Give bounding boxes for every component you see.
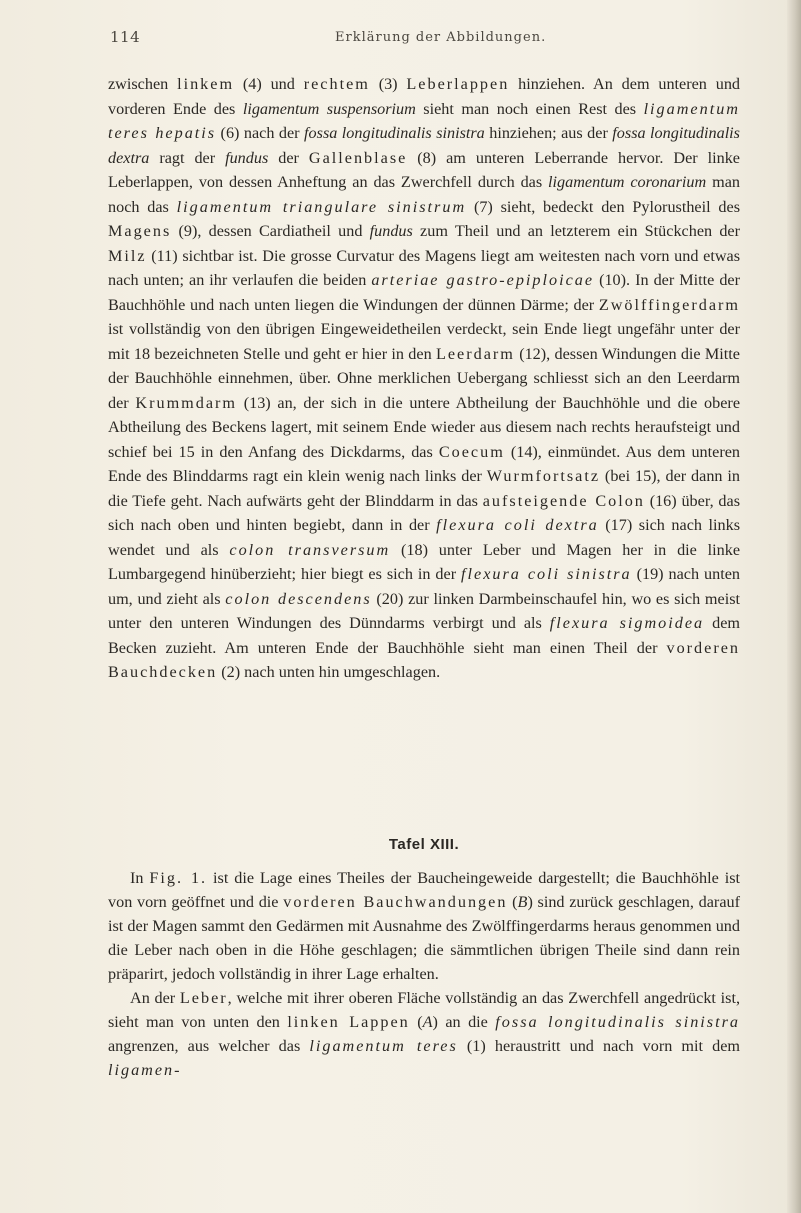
latin-term: flexura coli dextra (436, 516, 599, 534)
page-edge (787, 0, 801, 1213)
page-header (110, 28, 710, 52)
text-run: hinziehen; aus der (484, 124, 613, 142)
figure-ref: Fig. 1. (149, 869, 208, 887)
paragraph-liver-intestines (108, 72, 740, 685)
text-run: (6) nach der (216, 124, 305, 142)
text-run: zwischen (108, 75, 178, 93)
paragraph-3 (108, 986, 740, 1082)
latin-term: fossa longitudinalis sinistra (495, 1013, 740, 1031)
text-run: , welche mit ihrer oberen Fläche vollständig an das Zwerchfell angedrückt ist, sieht man von unten den (108, 989, 740, 1031)
text-run: (4) und (234, 75, 304, 93)
text-run: (10). In der Mitte der Bauchhöhle und nach unten liegen die Windungen der dünnen Därme; der (108, 271, 740, 314)
text-run: (12), dessen Windungen die Mitte der Bauchhöhle einnehmen, über. Ohne merklichen Uebergang schliesst sich an den Leerdarm der (108, 344, 740, 412)
text-run: (18) unter Leber und Magen her in die linke Lumbargegend hinüberzieht; hier biegt es sich in der (108, 540, 741, 583)
label-letter: A (422, 1013, 433, 1031)
text-run: ) an die (432, 1013, 496, 1031)
text-run: (3) (369, 75, 407, 93)
latin-term: ligamen- (108, 1061, 182, 1079)
text-run: man noch das (108, 173, 740, 216)
text-run: zum Theil und an letzterem ein Stückchen der (412, 222, 740, 240)
latin-term: flexura sigmoidea (549, 614, 705, 632)
text-run: ) sind zurück geschlagen, darauf ist der Magen sammt den Gedärmen mit Ausnahme des Zwölffingerdarms heraus genommen und die Leber nach oben in die Höhe geschlagen; die sämmtlichen übrigen Theile sind dann rein präparirt, jedoch vollständig in ihrer Lage erhalten. (108, 893, 740, 983)
spaced-term: vorderen Bauchwandungen (283, 893, 508, 911)
text-run: der (268, 148, 309, 167)
text-run: (16) über, das sich nach oben und hinten begiebt, dann in der (108, 491, 740, 534)
text-run: An der (130, 989, 180, 1007)
page-number: 114 (110, 28, 141, 46)
text-run: (14), einmündet. Aus dem unteren Ende des Blinddarms ragt ein klein wenig nach links der (108, 442, 740, 485)
text-run: (7) sieht, bedeckt den Pylorustheil des (466, 197, 740, 216)
spaced-term: Coecum (438, 442, 505, 461)
latin-term: ligamentum teres hepatis (108, 99, 740, 142)
text-run: (13) an, der sich in die untere Abtheilung der Bauchhöhle und die obere Abtheilung des Beckens lagert, mit seinem Ende wieder aus diesem nach rechts heraufsteigt und schief bei 15 in den Anfang des Dickdarms, das (108, 393, 740, 461)
spaced-term: rechtem (303, 75, 370, 93)
paragraph-2 (108, 866, 740, 986)
latin-term: fossa longitudinalis dextra (108, 124, 740, 167)
text-run: ist vollständig von den übrigen Eingeweidetheilen verdeckt, sein Ende liegt ungefähr unter der mit 18 bezeichneten Stelle und geht er hier in den (108, 320, 740, 363)
latin-term: ligamentum suspensorium (242, 99, 416, 118)
latin-term: arteriae gastro-epiploicae (371, 271, 595, 289)
spaced-term: vorderen Bauchdecken (108, 638, 740, 681)
plate-description (108, 866, 740, 1082)
paragraph-1 (108, 72, 740, 685)
latin-term: colon transversum (229, 540, 391, 559)
latin-term: ligamentum teres (309, 1037, 458, 1055)
text-run: In (130, 869, 150, 887)
label-letter: B (517, 893, 528, 911)
text-run: (17) sich nach links wendet und als (108, 516, 740, 559)
text-run: ( (507, 893, 518, 911)
spaced-term: linkem (177, 75, 235, 93)
latin-term: ligamentum coronarium (548, 173, 707, 191)
running-title: Erklärung der Abbildungen. (335, 30, 547, 45)
latin-term: ligamentum triangulare sinistrum (176, 197, 467, 216)
latin-term: fundus (369, 222, 413, 240)
text-run: (bei 15), der dann in die Tiefe geht. Nach aufwärts geht der Blinddarm in das (108, 467, 740, 510)
spaced-term: Zwölffingerdarm (598, 295, 740, 314)
spaced-term: Gallenblase (308, 148, 408, 167)
spaced-term: Leberlappen (406, 75, 510, 93)
spaced-term: aufsteigende Colon (482, 491, 645, 510)
text-run: angrenzen, aus welcher das (108, 1037, 310, 1055)
text-run: (11) sichtbar ist. Die grosse Curvatur des Magens liegt am weitesten nach vorn und etwas nach unten; an ihr verlaufen die beiden (108, 246, 740, 289)
spaced-term: Magens (108, 222, 172, 240)
latin-term: flexura coli sinistra (461, 565, 632, 583)
text-run: (19) nach unten um, und zieht als (108, 565, 740, 608)
text-run: (2) nach unten hin umgeschlagen. (217, 663, 441, 681)
spaced-term: Wurmfortsatz (486, 467, 601, 485)
spaced-term: Milz (108, 246, 147, 265)
latin-term: fossa longitudinalis sinistra (304, 124, 485, 142)
spaced-term: Leerdarm (435, 344, 515, 363)
text-run: ist die Lage eines Theiles der Baucheingeweide dargestellt; die Bauchhöhle ist von vorn geöffnet und die (108, 869, 740, 911)
text-run: dem Becken zuzieht. Am unteren Ende der Bauchhöhle sieht man einen Theil der (108, 614, 740, 657)
text-run: (20) zur linken Darmbeinschaufel hin, wo es sich meist unter den unteren Windungen des Dünndarms verbirgt und als (108, 589, 740, 632)
text-run: ( (409, 1013, 423, 1031)
spaced-term: linken Lappen (287, 1013, 410, 1031)
latin-term: colon descendens (225, 589, 372, 608)
text-run: (9), dessen Cardiatheil und (171, 222, 370, 240)
spaced-term: Krummdarm (135, 393, 238, 412)
text-run: hinziehen. An dem unteren und vorderen Ende des (108, 75, 741, 118)
section-heading: Tafel XIII. (388, 836, 460, 853)
text-run: (8) am unteren Leberrande hervor. Der linke Leberlappen, von dessen Anheftung an das Zwerchfell durch das (108, 148, 740, 191)
latin-term: fundus (225, 148, 269, 167)
spaced-term: Leber (179, 989, 228, 1007)
text-run: ragt der (149, 148, 226, 167)
text-run: sieht man noch einen Rest des (415, 99, 644, 118)
text-run: (1) heraustritt und nach vorn mit dem (457, 1037, 740, 1055)
